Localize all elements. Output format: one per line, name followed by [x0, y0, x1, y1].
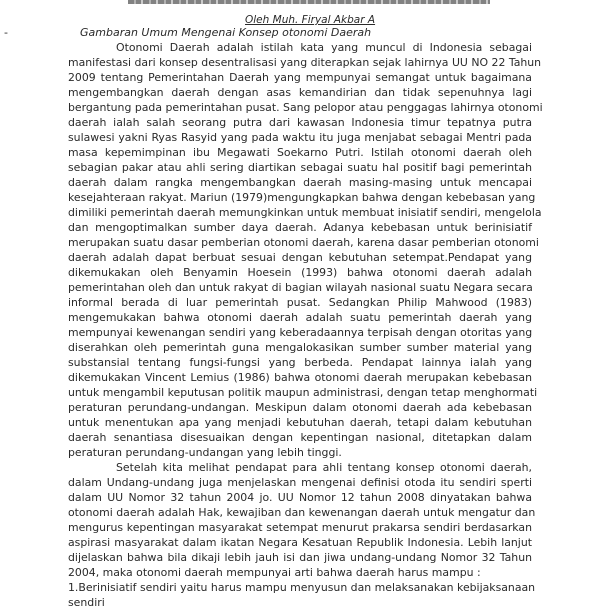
text-line: peraturan perundang-undangan yang lebih tinggi.	[68, 446, 342, 459]
text-line: informal berada di luar pemerintah pusat. Sedangkan Philip Mahwood (1983)	[68, 296, 532, 309]
text-line: sebagian pakar atau ahli sering diartikan sebagai suatu hal positif bagi pemerintah	[68, 161, 532, 174]
text-line: mempunyai kewenangan sendiri yang keberadaannya terpisah dengan otoritas yang	[68, 326, 533, 339]
text-line: otonomi daerah adalah Hak, kewajiban dan kewenangan daerah untuk mengatur dan	[68, 506, 536, 519]
text-line: 2009 tentang Pemerintahan Daerah yang mempunyai semangat untuk bagaimana	[68, 71, 532, 84]
text-line: peraturan perundang-undangan. Meskipun dalam otonomi daerah ada kebebasan	[68, 401, 532, 414]
text-line: dalam Undang-undang juga menjelaskan mengenai definisi otoda itu sendiri sperti	[68, 476, 532, 489]
text-line: masa kepemimpinan ibu Megawati Soekarno Putri. Istilah otonomi daerah oleh	[68, 146, 532, 159]
text-line: daerah senantiasa disesuaikan dengan kepentingan nasional, ditetapkan dalam	[68, 431, 532, 444]
text-line: mengemukakan bahwa otonomi daerah adalah suatu pemerintah daerah yang	[68, 311, 532, 324]
text-line: kesejahteraan rakyat. Mariun (1979)mengungkapkan bahwa dengan kebebasan yang	[68, 191, 536, 204]
text-line: 2004, maka otonomi daerah mempunyai arti bahwa daerah harus mampu :	[68, 566, 481, 579]
text-line: dimiliki pemerintah daerah memungkinkan untuk membuat inisiatif sendiri, mengelola	[68, 206, 542, 219]
text-line: daerah dalam rangka mengembangkan daerah masing-masing untuk mencapai	[68, 176, 532, 189]
text-line: dan mengoptimalkan sumber daya daerah. Adanya kebebasan untuk berinisiatif	[68, 221, 532, 234]
text-line: Otonomi Daerah adalah istilah kata yang muncul di Indonesia sebagai	[116, 41, 532, 54]
text-line: 1.Berinisiatif sendiri yaitu harus mampu menyusun dan melaksanakan kebijaksanaan	[68, 581, 536, 594]
text-line: pemerintahan oleh dan untuk rakyat di bagian wilayah nasional suatu Negara secara	[68, 281, 533, 294]
text-line: merupakan suatu dasar pemberian otonomi daerah, karena dasar pemberian otonomi	[68, 236, 539, 249]
text-line: dikemukakan oleh Benyamin Hoesein (1993) bahwa otonomi daerah adalah	[68, 266, 532, 279]
text-line: aspirasi masyarakat dalam ikatan Negara Kesatuan Republik Indonesia. Lebih lanjut	[68, 536, 532, 549]
text-line: Setelah kita melihat pendapat para ahli tentang konsep otonomi daerah,	[116, 461, 532, 474]
text-line: sulawesi yakni Ryas Rasyid yang pada waktu itu juga menjabat sebagai Mentri pada	[68, 131, 532, 144]
bullet-dash: -	[4, 26, 8, 39]
text-line: daerah ialah salah seorang putra dari kawasan Indonesia timur tepatnya putra	[68, 116, 532, 129]
text-line: bergantung pada pemerintahan pusat. Sang pelopor atau penggagas lahirnya otonomi	[68, 101, 543, 114]
text-line: dijelaskan bahwa bila dikaji lebih jauh isi dan jiwa undang-undang Nomor 32 Tahun	[68, 551, 532, 564]
text-line: manifestasi dari konsep desentralisasi yang diterapkan sejak lahirnya UU NO 22 Tahun	[68, 56, 542, 69]
section-heading-row	[0, 26, 600, 41]
text-line: sendiri	[68, 596, 105, 609]
text-line: untuk mengambil keputusan politik maupun administrasi, dengan tetap menghormati	[68, 386, 538, 399]
text-line: mengembangkan daerah dengan asas kemandirian dan tidak sepenuhnya lagi	[68, 86, 532, 99]
text-line: substansial tentang fungsi-fungsi yang berbeda. Pendapat lainnya ialah yang	[68, 356, 532, 369]
text-line: mengurus kepentingan masyarakat setempat menurut prakarsa sendiri berdasarkan	[68, 521, 532, 534]
author-line: Oleh Muh. Firyal Akbar A	[245, 14, 376, 26]
section-heading: Gambaran Umum Mengenai Konsep otonomi Daerah	[80, 26, 372, 39]
text-line: diserahkan oleh pemerintah guna mengalokasikan sumber sumber material yang	[68, 341, 532, 354]
cropped-title-strip	[128, 0, 490, 4]
text-line: dalam UU Nomor 32 tahun 2004 jo. UU Nomor 12 tahun 2008 dinyatakan bahwa	[68, 491, 532, 504]
text-line: dikemukakan Vincent Lemius (1986) bahwa otonomi daerah merupakan kebebasan	[68, 371, 532, 384]
text-line: untuk menentukan apa yang menjadi kebutuhan daerah, tetapi dalam kebutuhan	[68, 416, 532, 429]
text-line: daerah adalah dapat berbuat sesuai dengan kebutuhan setempat.Pendapat yang	[68, 251, 532, 264]
